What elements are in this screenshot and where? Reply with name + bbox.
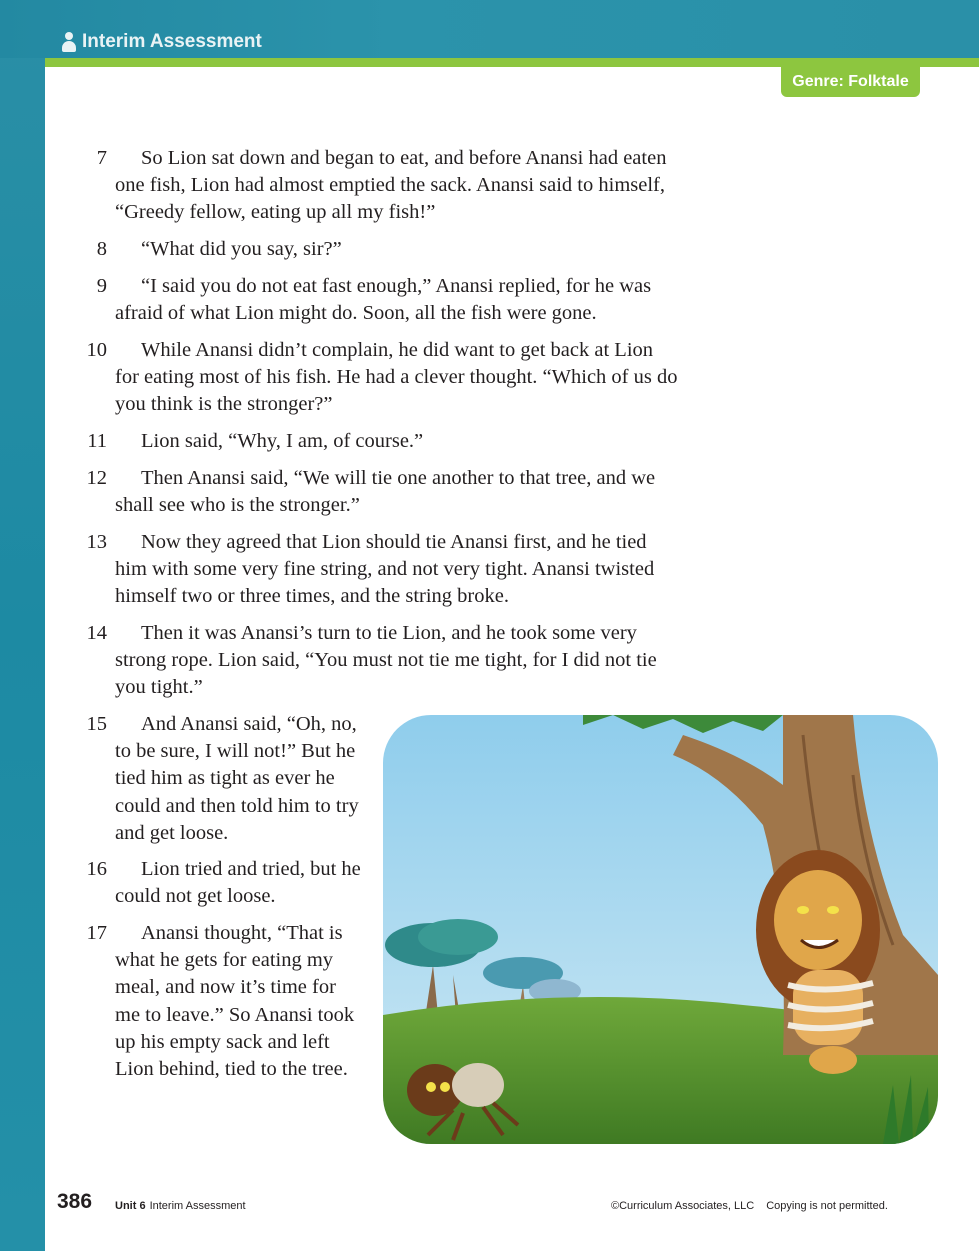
story-illustration [383,715,938,1144]
paragraph-16 [86,856,365,910]
copyright-text: ©Curriculum Associates, LLC [611,1200,755,1212]
paragraph-text: Then it was Anansi’s turn to tie Lion, and he took some very strong rope. Lion said, “You must not tie me tight, for I did not tie you tight.” [115,622,657,699]
header-rule [45,58,979,67]
paragraph-12 [86,465,680,519]
paragraph-text: So Lion sat down and began to eat, and before Anansi had eaten one fish, Lion had almost emptied the sack. Anansi said to himself, “Greedy fellow, eating up all my fish!” [115,147,667,224]
paragraph-number: 7 [96,147,107,169]
paragraph-17 [86,920,365,1083]
paragraph-number: 16 [86,858,107,880]
genre-value: Folktale [848,73,909,90]
paragraph-text: “I said you do not eat fast enough,” Anansi replied, for he was afraid of what Lion might do. Soon, all the fish were gone. [115,275,652,325]
paragraph-text: Lion tried and tried, but he could not get loose. [115,858,361,908]
paragraph-number: 8 [96,238,107,260]
footer-unit [115,1200,246,1212]
paragraph-number: 11 [87,430,107,452]
paragraph-text: Lion said, “Why, I am, of course.” [141,430,424,452]
paragraph-number: 14 [86,622,107,644]
paragraph-8 [96,236,680,263]
paragraph-text: And Anansi said, “Oh, no, to be sure, I will not!” But he tied him as tight as ever he could and then told him to try and get loose. [115,713,359,844]
paragraph-11 [87,428,680,455]
paragraph-number: 13 [86,531,107,553]
footer-unit-label: Unit 6 [115,1200,146,1212]
header-title [62,30,262,54]
paragraph-15 [86,711,365,847]
paragraph-13 [86,529,680,611]
footer-section: Interim Assessment [149,1200,246,1212]
header-title-text: Interim Assessment [82,31,262,52]
paragraph-number: 12 [86,467,107,489]
paragraph-text: Anansi thought, “That is what he gets for eating my meal, and now it’s time for me to leave.” So Anansi took up his empty sack and left Lion behind, tied to the tree. [115,922,355,1081]
paragraph-text: Now they agreed that Lion should tie Anansi first, and he tied him with some very fine string, and not very tight. Anansi twisted himself two or three times, and the string broke. [115,531,655,608]
left-margin-bar [0,0,45,1251]
paragraph-number: 17 [86,922,107,944]
person-icon [62,32,76,52]
page-number: 386 [57,1190,93,1213]
paragraph-9 [96,273,680,327]
paragraph-number: 15 [86,713,107,735]
paragraph-7 [96,145,680,227]
copy-notice: Copying is not permitted. [766,1200,888,1212]
paragraph-text: While Anansi didn’t complain, he did want to get back at Lion for eating most of his fish. He had a clever thought. “Which of us do you think is the stronger?” [115,339,678,416]
paragraph-text: “What did you say, sir?” [141,238,342,260]
paragraph-number: 9 [96,275,107,297]
genre-label: Genre: [792,73,844,90]
paragraph-10 [86,337,680,419]
paragraph-14 [86,620,680,702]
genre-tag [781,67,920,97]
paragraph-text: Then Anansi said, “We will tie one another to that tree, and we shall see who is the stronger.” [115,467,656,517]
paragraph-number: 10 [86,339,107,361]
footer-copyright [611,1200,888,1212]
